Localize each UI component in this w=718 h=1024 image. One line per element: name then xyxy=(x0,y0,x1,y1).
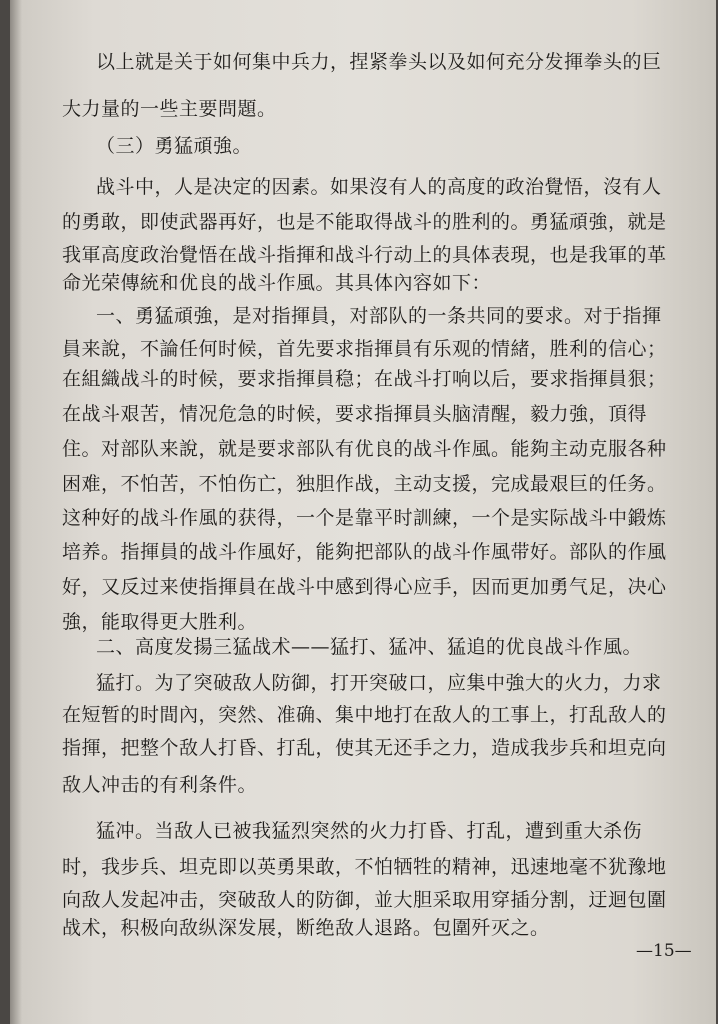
text-line: 住。对部队来說，就是要求部队有优良的战斗作風。能夠主动克服各种 xyxy=(62,438,667,460)
section-heading: 二、高度发揚三猛战术——猛打、猛冲、猛追的优良战斗作風。 xyxy=(96,636,643,658)
text-line: 指揮，把整个敌人打昏、打乱，使其无还手之力，造成我步兵和坦克向 xyxy=(62,737,667,759)
text-line: 在組織战斗的时候，要求指揮員稳；在战斗打响以后，要求指揮員狠； xyxy=(62,368,667,390)
text-line: 我軍高度政治覺悟在战斗指揮和战斗行动上的具体表現，也是我軍的革 xyxy=(62,244,667,266)
page-number: —15— xyxy=(636,941,692,961)
text-line: 敌人冲击的有利条件。 xyxy=(62,774,258,796)
text-line: 向敌人发起冲击，突破敌人的防御，並大胆采取用穿插分割，迂迴包圍 xyxy=(62,889,667,911)
text-line: 培养。指揮員的战斗作風好，能夠把部队的战斗作風带好。部队的作風 xyxy=(62,541,667,563)
document-page xyxy=(10,0,716,1024)
text-line: 以上就是关于如何集中兵力，捏紧拳头以及如何充分发揮拳头的巨 xyxy=(96,51,662,73)
text-line: 在战斗艰苦，情况危急的时候，要求指揮員头脑清醒，毅力強，頂得 xyxy=(62,403,648,425)
text-line: 命光荣傳統和优良的战斗作風。其具体內容如下： xyxy=(62,272,492,294)
section-heading: （三）勇猛頑強。 xyxy=(96,135,253,157)
text-line: 在短暂的时間內，突然、准确、集中地打在敌人的工事上，打乱敌人的 xyxy=(62,704,667,726)
text-line: 一、勇猛頑強，是对指揮員，对部队的一条共同的要求。对于指揮 xyxy=(96,305,662,327)
text-line: 員来說，不論任何时候，首先要求指揮員有乐观的情緒，胜利的信心； xyxy=(62,338,667,360)
text-line: 猛打。为了突破敌人防御，打开突破口，应集中強大的火力，力求 xyxy=(96,672,662,694)
text-line: 战术，积极向敌纵深发展，断绝敌人退路。包圍歼灭之。 xyxy=(62,917,550,939)
text-line: 时，我步兵、坦克即以英勇果敢，不怕牺牲的精神，迅速地毫不犹豫地 xyxy=(62,856,667,878)
text-line: 好，又反过来使指揮員在战斗中感到得心应手，因而更加勇气足，决心 xyxy=(62,576,667,598)
text-line: 这种好的战斗作風的获得，一个是靠平时訓練，一个是实际战斗中鍛炼 xyxy=(62,507,667,529)
text-line: 战斗中，人是决定的因素。如果沒有人的高度的政治覺悟，沒有人 xyxy=(96,176,662,198)
text-line: 困难，不怕苦，不怕伤亡，独胆作战，主动支援，完成最艰巨的任务。 xyxy=(62,473,667,495)
text-line: 強，能取得更大胜利。 xyxy=(62,611,258,633)
text-line: 大力量的一些主要問題。 xyxy=(62,98,277,120)
text-line: 的勇敢，即使武器再好，也是不能取得战斗的胜利的。勇猛頑強，就是 xyxy=(62,211,667,233)
text-line: 猛冲。当敌人已被我猛烈突然的火力打昏、打乱，遭到重大杀伤 xyxy=(96,820,643,842)
